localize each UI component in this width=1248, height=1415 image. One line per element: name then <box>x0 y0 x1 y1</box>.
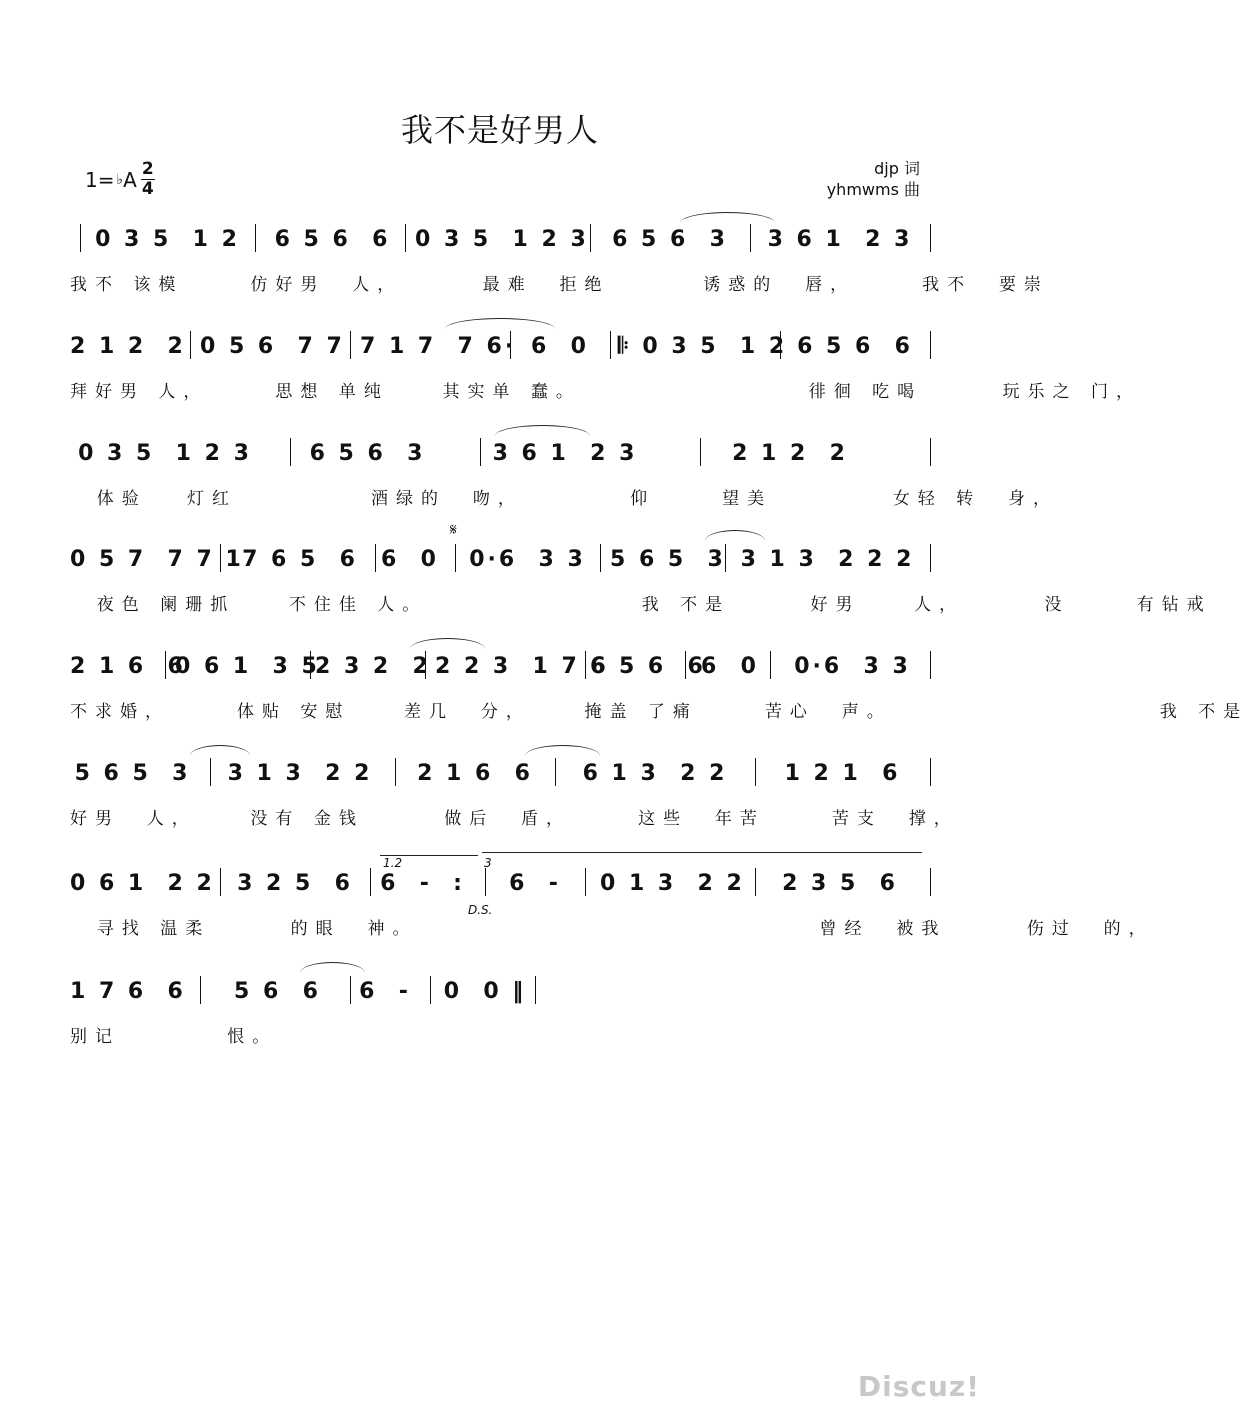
measure: 5 6 6 <box>234 978 321 1004</box>
score-system <box>70 752 959 842</box>
barline <box>685 651 686 679</box>
measure: 6 - <box>509 870 561 896</box>
lyrics-line: 我不 该模 仿好男 人， 最难 拒绝 诱惑的 唇， 我不 要崇 <box>70 275 1049 295</box>
watermark: Discuz! <box>857 1370 980 1403</box>
song-title: 我不是好男人 <box>400 111 599 149</box>
notes-row <box>70 970 930 1010</box>
measure: 7 1 7 7 6· <box>360 333 517 359</box>
barline <box>370 868 371 896</box>
lyrics-line: 体验 灯红 酒绿的 吻， 仰 望美 女轻 转 身， <box>70 489 1058 509</box>
notes-row <box>70 325 930 365</box>
notes-row <box>70 862 930 902</box>
notes-row <box>70 432 930 472</box>
measure: 6 - <box>359 978 411 1004</box>
barline <box>310 651 311 679</box>
measure: 0 1 3 2 2 <box>600 870 745 896</box>
measure: 0 3 5 1 2 3 <box>415 226 589 252</box>
barline <box>210 758 211 786</box>
barline <box>350 976 351 1004</box>
barline <box>930 758 931 786</box>
ds-marking: D.S. <box>468 903 493 917</box>
barline <box>220 868 221 896</box>
barline <box>220 544 221 572</box>
lyrics-line: 好男 人， 没有 金钱 做后 盾， 这些 年苦 苦支 撑， <box>70 809 959 829</box>
measure: 0 6 1 2 2 <box>70 870 215 896</box>
measure: 0·6 3 3 <box>794 653 911 679</box>
slur <box>525 745 600 756</box>
barline <box>600 544 601 572</box>
barline <box>930 544 931 572</box>
measure: 0 5 6 7 7 <box>200 333 345 359</box>
measure: 6 0 <box>701 653 759 679</box>
measure: 5 6 5 3 <box>74 760 191 786</box>
slur <box>445 318 555 329</box>
time-bottom: 4 <box>141 179 154 199</box>
barline <box>590 224 591 252</box>
credits <box>827 158 920 200</box>
volta-1-2-label: 1.2 <box>383 856 403 870</box>
measure: 5 6 5 3 <box>610 546 726 572</box>
notes-row <box>70 538 930 578</box>
barline <box>930 868 931 896</box>
slur <box>410 638 485 649</box>
measure: 6 0 <box>531 333 589 359</box>
measure: 7 6 5 6 <box>242 546 358 572</box>
barline <box>200 976 201 1004</box>
volta-bracket <box>482 852 922 853</box>
slur <box>495 425 590 436</box>
barline <box>430 976 431 1004</box>
slur <box>190 745 250 756</box>
volta-bracket <box>380 855 478 856</box>
barline <box>395 758 396 786</box>
barline <box>555 758 556 786</box>
barline <box>585 651 586 679</box>
notes-row <box>70 645 930 685</box>
score-system <box>70 218 1049 308</box>
lyrics-line: 拜好男 人， 思想 单纯 其实单 蠢。 徘徊 吃喝 玩乐之 门， <box>70 382 1141 402</box>
composer-credit: yhmwms 曲 <box>826 180 920 199</box>
barline <box>725 544 726 572</box>
measure: 2 1 6 6 <box>70 653 186 679</box>
measure: 6 5 6 6 <box>590 653 706 679</box>
measure: 6 1 3 2 2 <box>582 760 728 786</box>
barline <box>750 224 751 252</box>
barline <box>405 224 406 252</box>
key-prefix: 1= <box>85 167 115 192</box>
barline <box>455 544 456 572</box>
barline <box>930 224 931 252</box>
measure: 1 7 6 6 <box>70 978 186 1004</box>
barline <box>700 438 701 466</box>
measure: 3 2 5 6 <box>237 870 353 896</box>
notes-row <box>70 218 930 258</box>
measure: 6 5 6 3 <box>612 226 728 252</box>
lyrics-line: 不求婚， 体贴 安慰 差几 分， 掩盖 了痛 苦心 声。 我 不是 <box>70 702 1248 722</box>
score-system <box>70 432 1058 522</box>
measure: 2 2 3 1 7 6 <box>435 653 609 679</box>
slur <box>300 962 365 973</box>
barline <box>480 438 481 466</box>
barline <box>585 868 586 896</box>
time-top: 2 <box>141 159 154 179</box>
time-signature <box>141 160 155 199</box>
barline <box>255 224 256 252</box>
segno-symbol: 𝄋 <box>450 520 457 539</box>
barline <box>485 868 486 896</box>
barline <box>190 331 191 359</box>
lyrics-line: 寻找 温柔 的眼 神。 曾经 被我 伤过 的， <box>70 919 1154 939</box>
barline <box>510 331 511 359</box>
barline <box>350 331 351 359</box>
barline <box>930 438 931 466</box>
measure: 6 0 <box>381 546 439 572</box>
lyrics-line: 别记 恨。 <box>70 1027 278 1047</box>
measure: 3 6 1 2 3 <box>767 226 913 252</box>
barline <box>930 651 931 679</box>
lyricist-credit: djp 词 <box>874 159 920 178</box>
measure: 6 5 6 6 <box>797 333 913 359</box>
measure: 6 - : <box>380 870 465 896</box>
key-signature <box>85 160 155 199</box>
measure: 1 2 1 6 <box>784 760 901 786</box>
key-note: A <box>123 167 137 192</box>
measure: 3 6 1 2 3 <box>492 440 638 466</box>
measure: 2 1 6 6 <box>417 760 533 786</box>
barline <box>375 544 376 572</box>
measure: 3 1 3 2 2 2 <box>740 546 915 572</box>
measure: 𝄆 0 3 5 1 2 <box>618 333 788 359</box>
barline <box>290 438 291 466</box>
score-system <box>70 325 1141 415</box>
barline <box>755 758 756 786</box>
flat-sign: ♭ <box>116 171 124 188</box>
score-system <box>70 970 930 1060</box>
measure: 0·6 3 3 <box>469 546 586 572</box>
measure: 0 3 5 1 2 <box>95 226 240 252</box>
measure: 6 5 6 6 <box>274 226 391 252</box>
measure: 6 5 6 3 <box>309 440 426 466</box>
slur <box>705 530 765 541</box>
volta-3-label: 3 <box>484 856 492 870</box>
barline <box>755 868 756 896</box>
score-system <box>70 862 1154 952</box>
barline <box>425 651 426 679</box>
measure: 0 6 1 3 5 <box>175 653 320 679</box>
barline <box>165 651 166 679</box>
barline <box>610 331 611 359</box>
measure: 3 1 3 2 2 <box>227 760 373 786</box>
measure: 0 0 ‖ <box>443 978 527 1004</box>
measure: 2 3 5 6 <box>782 870 898 896</box>
barline <box>770 651 771 679</box>
barline <box>80 224 81 252</box>
barline <box>930 331 931 359</box>
measure: 0 5 7 7 7 1 <box>70 546 244 572</box>
barline <box>535 976 536 1004</box>
score-system <box>70 645 1248 735</box>
lyrics-line: 夜色 阑珊抓 不住佳 人。 我 不是 好男 人， 没 有钻戒 <box>70 595 1212 615</box>
measure: 0 3 5 1 2 3 <box>78 440 252 466</box>
score-system <box>70 538 1212 628</box>
measure: 2 1 2 2 <box>70 333 186 359</box>
measure: 2 3 2 2 <box>315 653 431 679</box>
notes-row <box>70 752 930 792</box>
barline <box>780 331 781 359</box>
measure: 2 1 2 2 <box>732 440 848 466</box>
slur <box>680 212 775 223</box>
